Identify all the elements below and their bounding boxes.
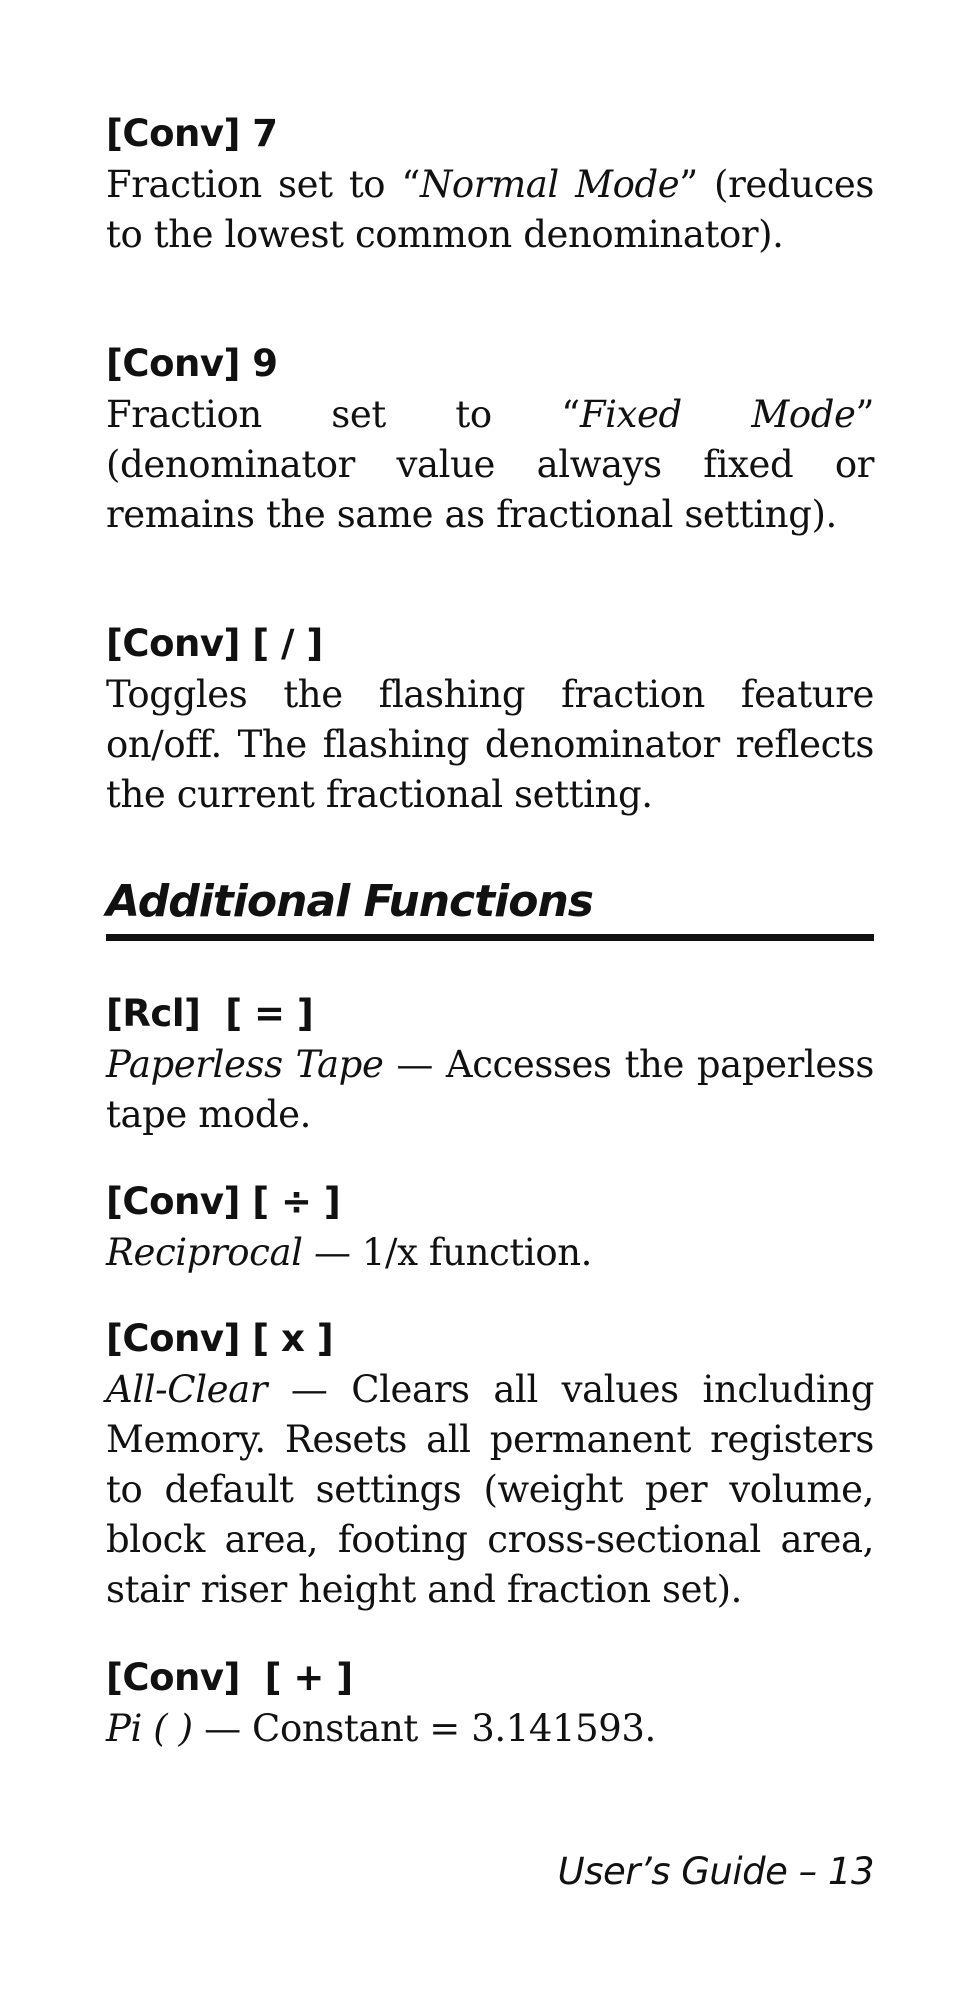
entry-conv-divide (106, 1180, 874, 1278)
entry-conv-9 (106, 342, 874, 540)
entry-conv-slash (106, 622, 874, 820)
entry-conv-plus (106, 1656, 874, 1754)
key-heading: [Conv] [ x ] (106, 1317, 334, 1360)
entry-rcl-equals (106, 992, 874, 1140)
entry-description (106, 390, 874, 540)
section-title: Additional Functions (106, 876, 593, 927)
term: Paperless Tape (106, 1043, 384, 1086)
term: Fixed Mode (579, 393, 856, 436)
description-text: — Accesses the paperless tape mode. (106, 1043, 875, 1136)
description-text: ” (reduces to the lowest common denominator). (106, 163, 874, 256)
page-footer: User’s Guide – 13 (557, 1850, 874, 1893)
key-heading: [Conv] [ + ] (106, 1656, 353, 1699)
description-text: — Constant = 3.141593. (192, 1707, 656, 1750)
entry-conv-7 (106, 112, 874, 260)
key-heading: [Conv] 9 (106, 342, 278, 385)
entry-description (106, 160, 874, 260)
section-divider (106, 934, 874, 941)
description-text: — 1/x function. (302, 1231, 592, 1274)
term: All-Clear (106, 1368, 268, 1411)
description-text: Toggles the flashing fraction feature on/off. The flashing denominator reflects the current fractional setting. (106, 673, 874, 816)
description-text: — Clears all values including Memory. Resets all permanent registers to default settings (weight per volume, block area, footing cross-sectional area, stair riser height and fraction set). (106, 1368, 874, 1611)
key-heading: [Conv] [ / ] (106, 622, 323, 665)
key-heading: [Conv] [ ÷ ] (106, 1180, 341, 1223)
term: Pi ( ) (106, 1707, 193, 1750)
entry-description (106, 1704, 874, 1754)
description-prefix: Fraction set to “ (106, 393, 580, 436)
key-heading: [Rcl] [ = ] (106, 992, 314, 1035)
description-prefix: Fraction set to “ (106, 163, 420, 206)
entry-conv-multiply (106, 1317, 874, 1615)
entry-description (106, 670, 874, 820)
entry-description (106, 1365, 874, 1615)
term: Normal Mode (419, 163, 680, 206)
term: Reciprocal (106, 1231, 303, 1274)
key-heading: [Conv] 7 (106, 112, 278, 155)
manual-page (106, 0, 874, 2009)
entry-description (106, 1228, 874, 1278)
description-text: ” (denominator value always fixed or remains the same as fractional setting). (106, 393, 874, 536)
entry-description (106, 1040, 874, 1140)
